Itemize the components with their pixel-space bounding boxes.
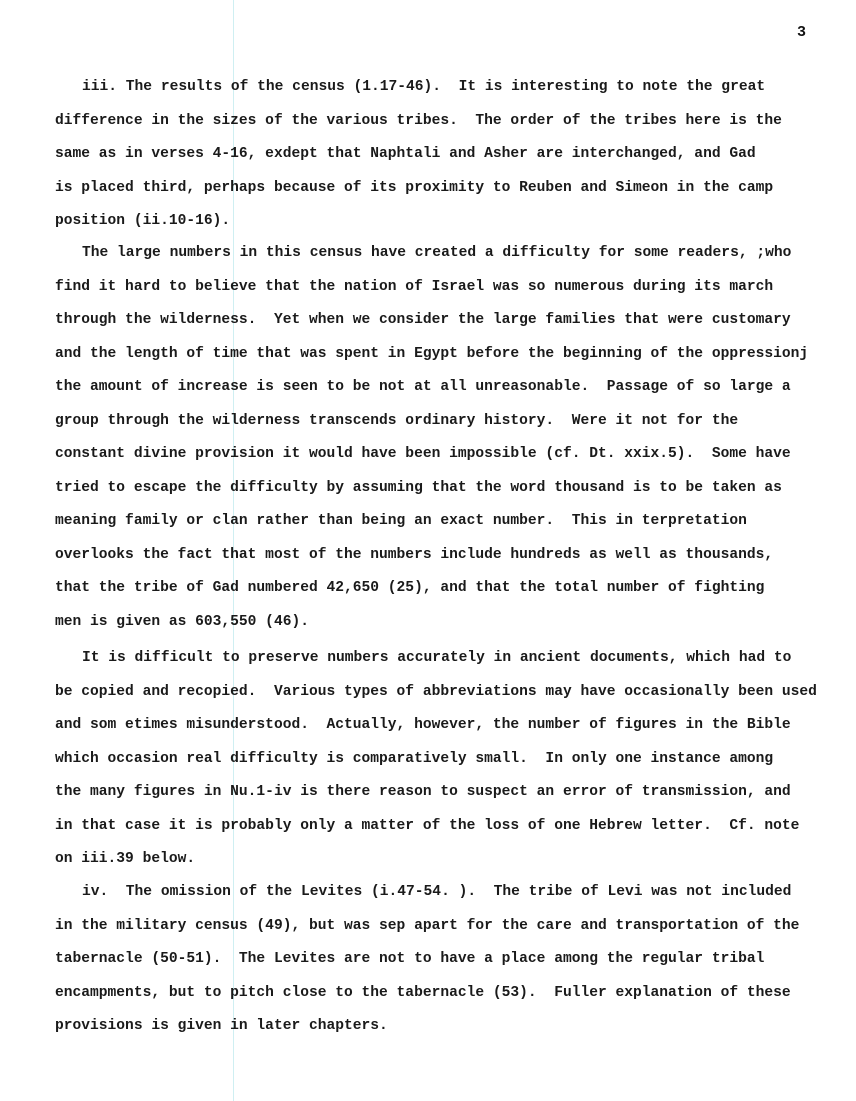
text-line: tabernacle (50-51). The Levites are not to have a place among the regular tribal: [55, 951, 765, 967]
text-line: iv. The omission of the Levites (i.47-54. ). The tribe of Levi was not included: [82, 884, 792, 900]
paragraph-census-results: [55, 71, 835, 239]
text-line: constant divine provision it would have been impossible (cf. Dt. xxix.5). Some have: [55, 446, 791, 462]
text-line: the many figures in Nu.1-iv is there reason to suspect an error of transmission, and: [55, 784, 791, 800]
text-line: difference in the sizes of the various tribes. The order of the tribes here is the: [55, 112, 782, 129]
text-line: encampments, but to pitch close to the tabernacle (53). Fuller explanation of these: [55, 984, 791, 1001]
paragraph-large-numbers: [55, 237, 835, 639]
text-line: be copied and recopied. Various types of abbreviations may have occasionally been used: [55, 683, 817, 700]
text-line: meaning family or clan rather than being an exact number. This in terpretation: [55, 513, 747, 529]
paragraph-preserving-numbers: [55, 642, 835, 877]
text-line: The large numbers in this census have created a difficulty for some readers, ;who: [82, 245, 792, 261]
text-line: men is given as 603,550 (46).: [55, 613, 309, 630]
text-line: is placed third, perhaps because of its proximity to Reuben and Simeon in the camp: [55, 179, 774, 196]
text-line: in the military census (49), but was sep apart for the care and transportation of the: [55, 917, 800, 934]
text-line: that the tribe of Gad numbered 42,650 (25), and that the total number of fighting: [55, 580, 765, 596]
text-line: and som etimes misunderstood. Actually, however, the number of figures in the Bible: [55, 717, 791, 733]
text-line: same as in verses 4-16, exdept that Naphtali and Asher are interchanged, and Gad: [55, 146, 756, 162]
text-line: on iii.39 below.: [55, 851, 196, 867]
text-line: find it hard to believe that the nation of Israel was so numerous during its march: [55, 278, 774, 295]
text-line: tried to escape the difficulty by assuming that the word thousand is to be taken as: [55, 479, 782, 496]
text-line: the amount of increase is seen to be not at all unreasonable. Passage of so large a: [55, 379, 791, 395]
text-line: provisions is given in later chapters.: [55, 1018, 388, 1034]
text-line: overlooks the fact that most of the numbers include hundreds as well as thousands,: [55, 546, 774, 563]
page-number: 3: [797, 24, 807, 41]
text-line: through the wilderness. Yet when we consider the large families that were customary: [55, 312, 791, 328]
text-line: position (ii.10-16).: [55, 213, 231, 229]
text-line: group through the wilderness transcends ordinary history. Were it not for the: [55, 412, 739, 429]
text-line: and the length of time that was spent in Egypt before the beginning of the oppressionj: [55, 345, 809, 362]
paragraph-levites-omission: [55, 876, 835, 1044]
text-line: which occasion real difficulty is comparatively small. In only one instance among: [55, 750, 774, 767]
text-line: in that case it is probably only a matter of the loss of one Hebrew letter. Cf. note: [55, 817, 800, 834]
text-line: It is difficult to preserve numbers accurately in ancient documents, which had to: [82, 650, 792, 666]
text-line: iii. The results of the census (1.17-46). It is interesting to note the great: [82, 79, 766, 95]
